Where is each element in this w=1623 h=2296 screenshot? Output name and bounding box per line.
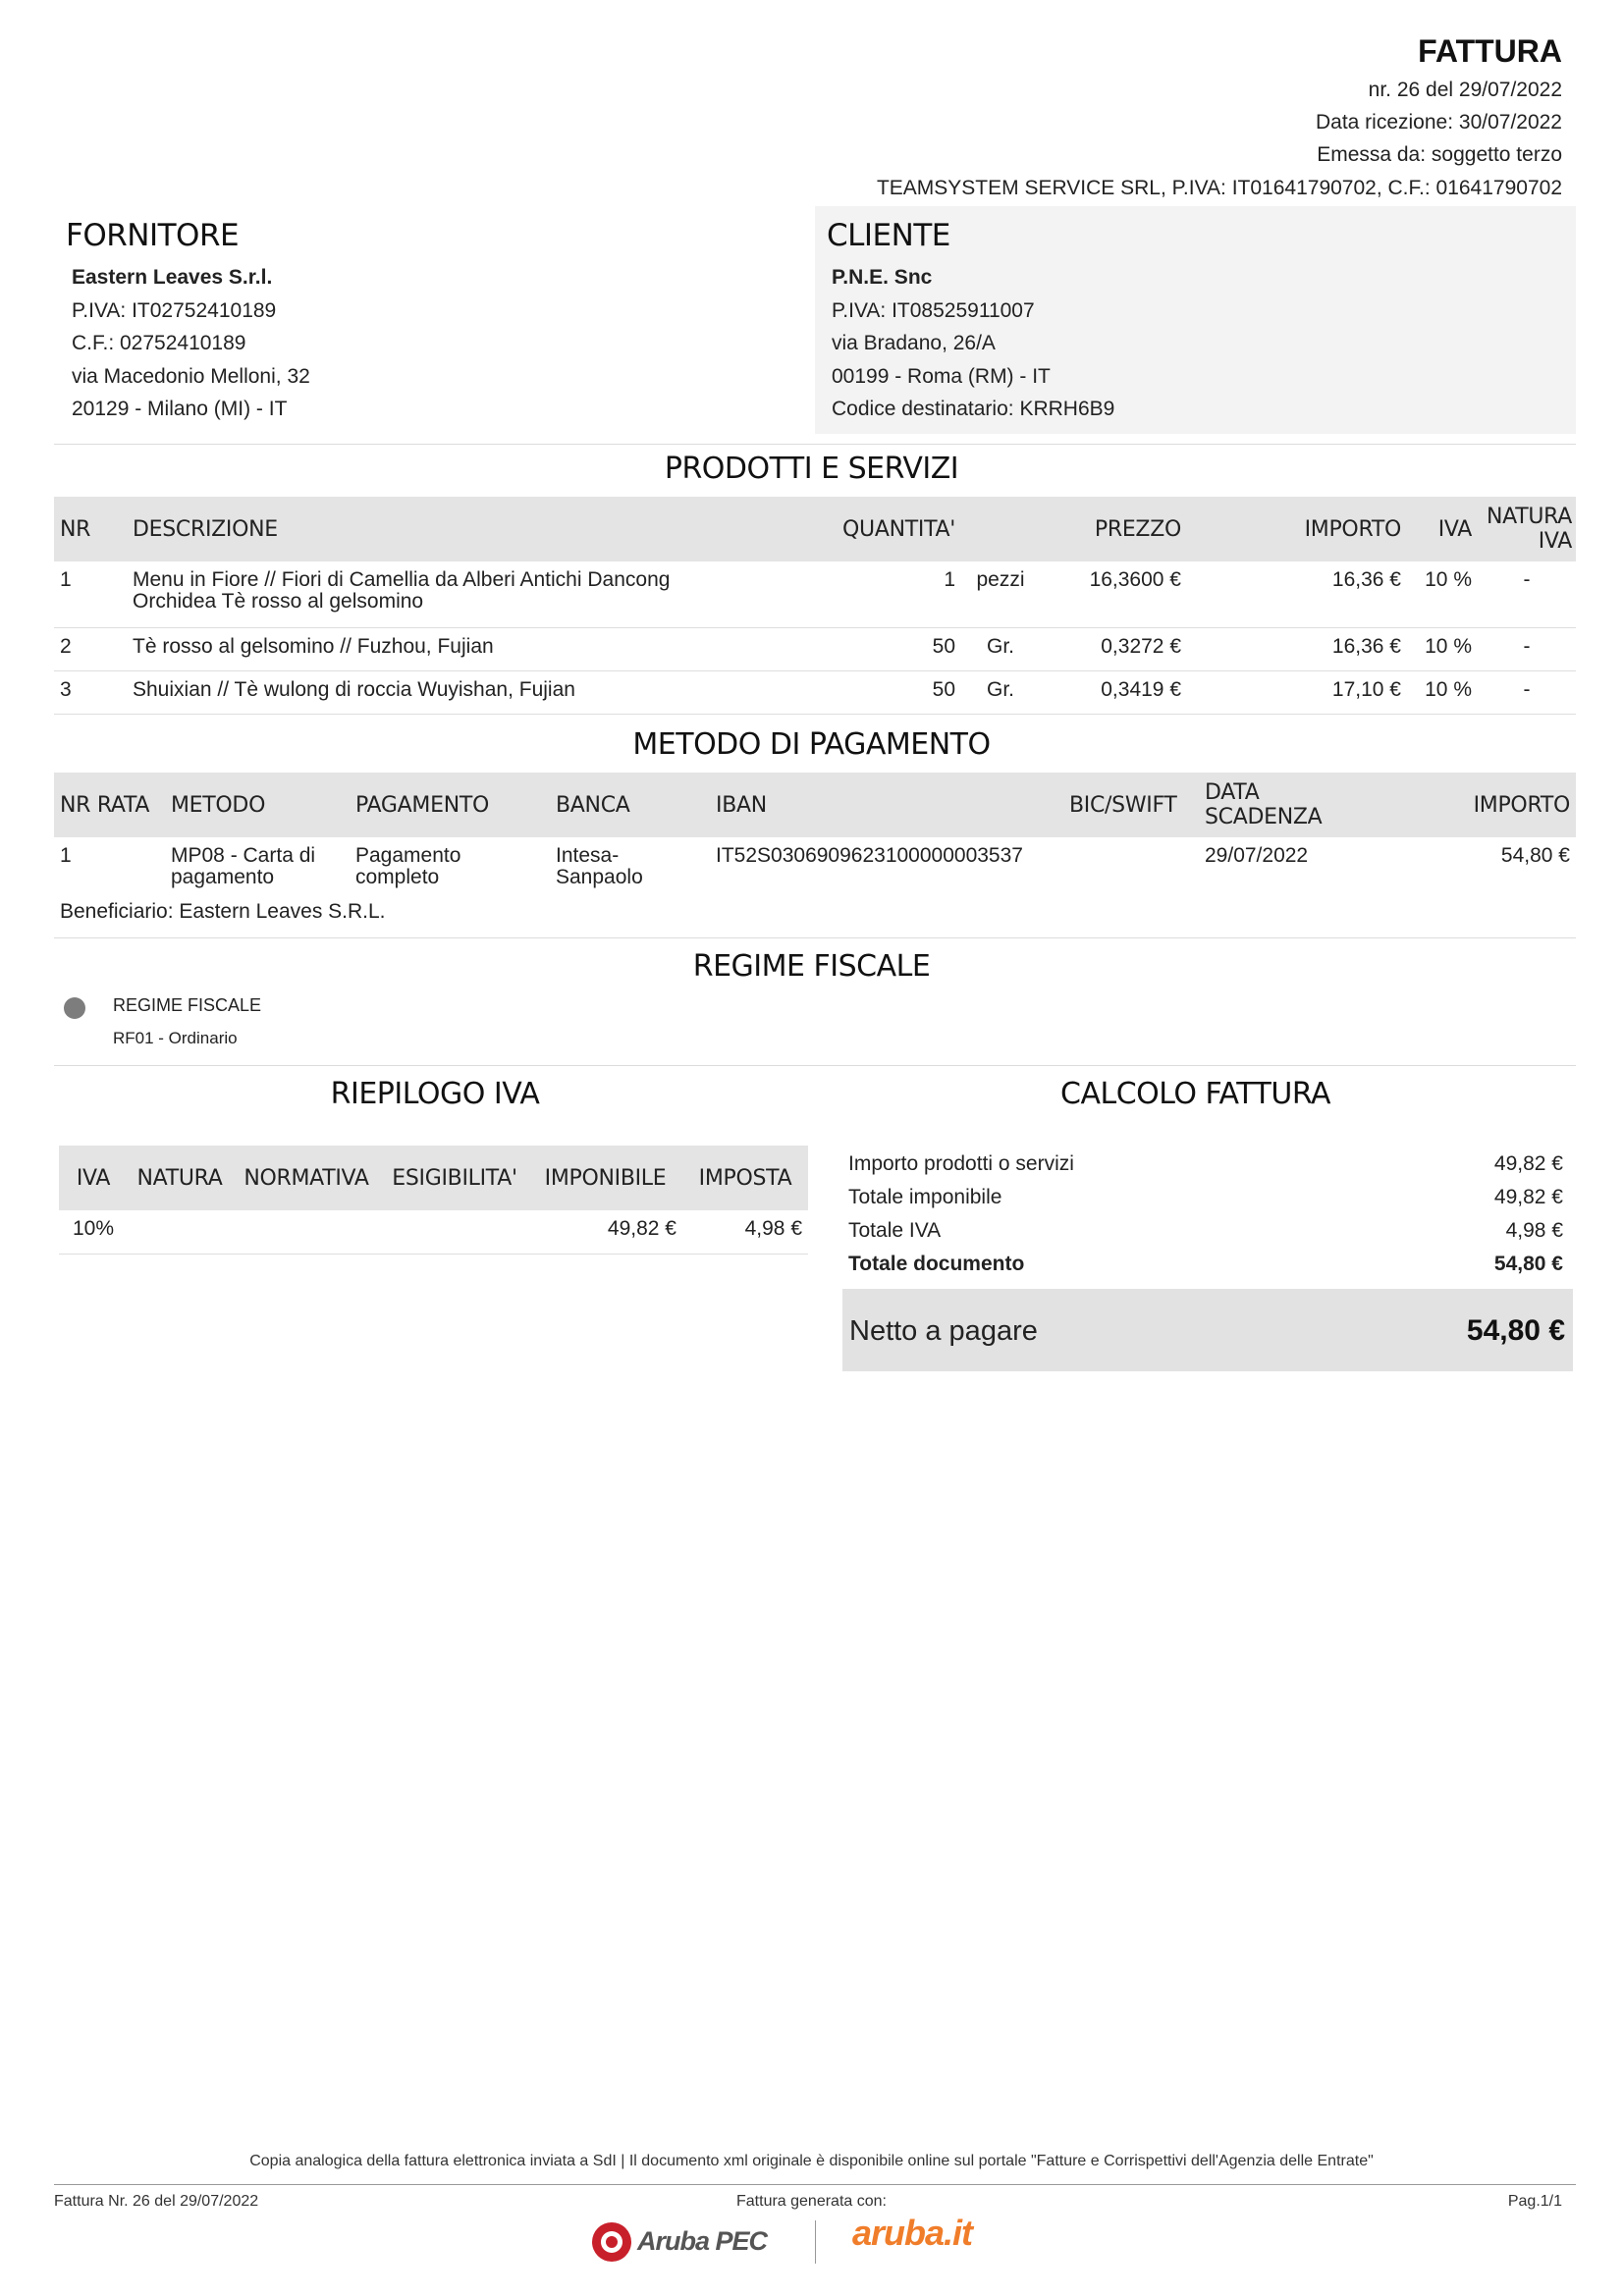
col-natura: NATURA [128,1146,232,1210]
client-name: P.N.E. Snc [832,266,933,289]
cell-imponibile: 49,82 € [528,1210,682,1254]
cell-importo: 16,36 € [1187,627,1407,670]
calc-value: 54,80 € [1493,1253,1563,1275]
client-city: 00199 - Roma (RM) - IT [832,365,1051,388]
received-date: Data ricezione: 30/07/2022 [1315,111,1562,133]
cell-iva: 10% [59,1210,128,1254]
client-title: CLIENTE [827,218,950,253]
cell-unit: pezzi [961,561,1040,627]
products-table [54,497,1576,715]
cell-prezzo: 0,3419 € [1040,670,1187,714]
regime-value: RF01 - Ordinario [113,1029,238,1047]
footer-page: Pag.1/1 [1507,2193,1562,2210]
calc-value: 4,98 € [1505,1219,1563,1242]
logo-divider [815,2220,816,2264]
riepilogo-table [59,1146,808,1255]
supplier-name: Eastern Leaves S.r.l. [72,266,273,289]
calc-line [848,1219,1563,1243]
cell-importo: 17,10 € [1187,670,1407,714]
products-title: PRODOTTI E SERVIZI [664,452,959,486]
cell-qta: 50 [735,670,961,714]
riepilogo-title: RIEPILOGO IVA [330,1077,540,1111]
table-row [54,627,1576,670]
supplier-address: via Macedonio Melloni, 32 [72,365,310,388]
col-banca: BANCA [550,773,710,837]
col-nr-rata: NR RATA [54,773,165,837]
supplier-cf: C.F.: 02752410189 [72,332,246,354]
cell-bic [1063,837,1199,898]
calc-value: 49,82 € [1493,1186,1563,1208]
cell-iva: 10 % [1407,561,1478,627]
cell-nr: 1 [54,561,127,627]
table-row [54,837,1576,898]
intermediary: TEAMSYSTEM SERVICE SRL, P.IVA: IT01641790702, C.F.: 01641790702 [876,177,1562,199]
cell-scadenza: 29/07/2022 [1205,844,1309,867]
calc-value: 49,82 € [1493,1152,1563,1175]
aruba-seal-icon [590,2220,633,2264]
calc-label: Totale imponibile [848,1186,1002,1208]
footer-note: Copia analogica della fattura elettronica inviata a SdI | Il documento xml originale è disponibile online sul portale "Fatture e Corrispettivi dell'Agenzia delle Entrate" [249,2153,1374,2169]
document-title: FATTURA [1418,33,1562,69]
footer-divider [54,2184,1576,2185]
bullet-icon [64,997,85,1019]
cell-natura [128,1210,232,1254]
cell-iban: IT52S0306909623100000003537 [716,844,1023,867]
cell-descrizione: Menu in Fiore // Fiori di Camellia da Alberi Antichi Dancong Orchidea Tè rosso al gelsomino [127,561,735,627]
supplier-piva: P.IVA: IT02752410189 [72,299,277,322]
divider [54,1065,1576,1066]
aruba-pec-text: Aruba PEC [637,2226,768,2256]
cell-descrizione: Tè rosso al gelsomino // Fuzhou, Fujian [127,627,735,670]
cell-natura: - [1478,561,1576,627]
netto-value: 54,80 € [1466,1314,1565,1347]
col-importo: IMPORTO [1385,773,1576,837]
netto-box [842,1289,1573,1371]
calc-line [848,1186,1563,1209]
divider [54,937,1576,938]
cell-metodo: MP08 - Carta di pagamento [171,844,316,888]
cell-natura: - [1478,627,1576,670]
col-bic: BIC/SWIFT [1063,773,1199,837]
col-unit [961,497,1040,561]
calc-line [848,1152,1563,1176]
cell-pagamento: Pagamento completo [355,844,461,888]
client-block [815,206,1576,434]
col-normativa: NORMATIVA [232,1146,381,1210]
cell-iva: 10 % [1407,627,1478,670]
cell-natura: - [1478,670,1576,714]
col-pagamento: PAGAMENTO [350,773,550,837]
cell-qta: 50 [735,627,961,670]
cell-unit: Gr. [961,670,1040,714]
cell-iva: 10 % [1407,670,1478,714]
calc-label: Totale IVA [848,1219,942,1242]
cell-prezzo: 0,3272 € [1040,627,1187,670]
client-code: Codice destinatario: KRRH6B9 [832,398,1115,420]
col-importo: IMPORTO [1187,497,1407,561]
cell-normativa [232,1210,381,1254]
cell-unit: Gr. [961,627,1040,670]
col-imposta: IMPOSTA [682,1146,808,1210]
table-row [54,670,1576,714]
supplier-title: FORNITORE [66,218,240,253]
cell-esigibilita [381,1210,528,1254]
cell-nr-rata: 1 [60,844,72,867]
issued-by: Emessa da: soggetto terzo [1317,143,1562,166]
col-iva: IVA [1407,497,1478,561]
col-natura: NATURA IVA [1478,497,1576,561]
cell-imposta: 4,98 € [682,1210,808,1254]
cell-banca: Intesa-Sanpaolo [556,844,643,888]
payment-table [54,773,1576,898]
supplier-block [54,206,810,434]
netto-label: Netto a pagare [849,1315,1038,1347]
cell-importo: 54,80 € [1500,844,1570,867]
cell-nr: 2 [54,627,127,670]
payment-title: METODO DI PAGAMENTO [632,727,991,762]
col-descrizione: DESCRIZIONE [127,497,735,561]
client-address: via Bradano, 26/A [832,332,996,354]
cell-prezzo: 16,3600 € [1040,561,1187,627]
calc-label: Importo prodotti o servizi [848,1152,1074,1175]
divider [54,444,1576,445]
col-imponibile: IMPONIBILE [528,1146,682,1210]
calc-line-total [848,1253,1563,1276]
beneficiary: Beneficiario: Eastern Leaves S.R.L. [60,900,386,923]
col-iva: IVA [59,1146,128,1210]
supplier-city: 20129 - Milano (MI) - IT [72,398,288,420]
col-prezzo: PREZZO [1040,497,1187,561]
table-row [54,561,1576,627]
calc-label: Totale documento [848,1253,1025,1275]
aruba-pec-logo [590,2220,786,2264]
col-scadenza: DATA SCADENZA [1199,773,1385,837]
regime-label: REGIME FISCALE [113,995,262,1015]
col-nr: NR [54,497,127,561]
regime-title: REGIME FISCALE [692,949,931,984]
col-iban: IBAN [710,773,1063,837]
footer-generated: Fattura generata con: [736,2193,887,2210]
col-esigibilita: ESIGIBILITA' [381,1146,528,1210]
cell-qta: 1 [735,561,961,627]
invoice-number: nr. 26 del 29/07/2022 [1368,79,1562,101]
col-metodo: METODO [165,773,350,837]
col-quantita: QUANTITA' [735,497,961,561]
cell-importo: 16,36 € [1187,561,1407,627]
client-piva: P.IVA: IT08525911007 [832,299,1035,322]
cell-nr: 3 [54,670,127,714]
cell-descrizione: Shuixian // Tè wulong di roccia Wuyishan, Fujian [127,670,735,714]
table-row [59,1210,808,1254]
footer-invoice: Fattura Nr. 26 del 29/07/2022 [54,2193,259,2210]
aruba-it-logo: aruba.it [852,2213,973,2253]
calcolo-title: CALCOLO FATTURA [1060,1077,1330,1111]
